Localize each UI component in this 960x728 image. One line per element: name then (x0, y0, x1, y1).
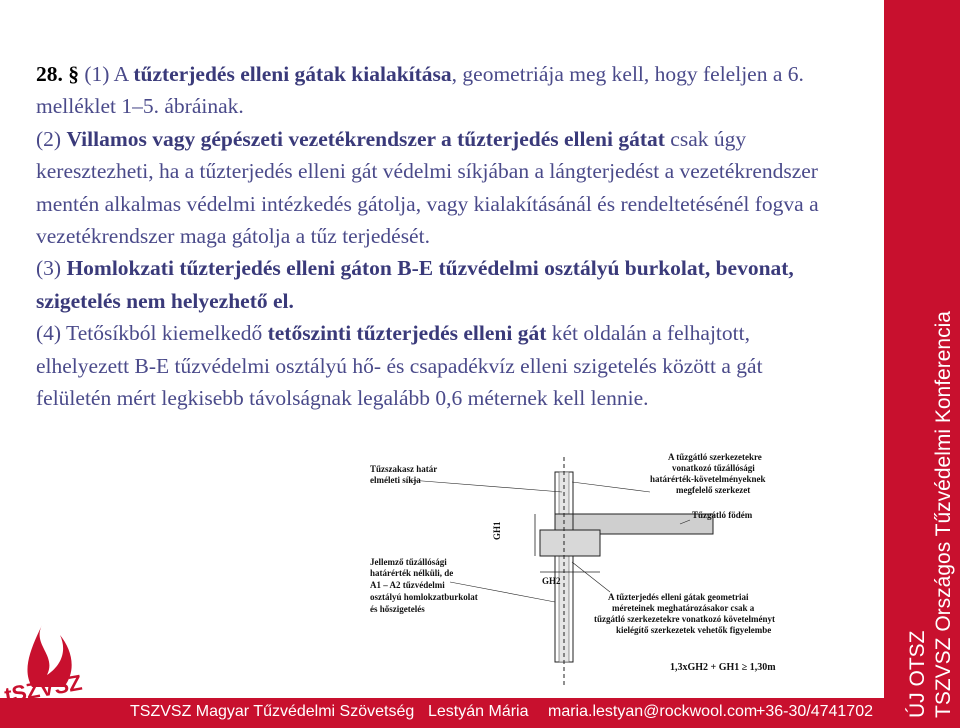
label-fire-req-4: megfelelő szerkezet (676, 485, 751, 495)
footer-org: TSZVSZ Magyar Tűzvédelmi Szövetség (130, 703, 415, 720)
conference-band (884, 0, 960, 728)
label-gh2: GH2 (542, 576, 561, 586)
side-line-2: TSZVSZ Országos Tűzvédelmi Konferencia (932, 311, 955, 718)
label-facade-5: és hőszigetelés (370, 604, 425, 614)
label-geometry-2: méreteinek meghatározásakor csak a (612, 603, 755, 613)
formula: 1,3xGH2 + GH1 ≥ 1,30m (670, 662, 776, 673)
footer-email: maria.lestyan@rockwool.com (548, 703, 758, 720)
p4-text-c: két oldalán a felhajtott, elhelyezett B-E tűzvédelmi osztályú hő- és csapadékvíz elleni szigetelés között a gát felületén mért legkisebb távolságnak legalább 0,6 méternek kell lennie. (36, 321, 763, 411)
p1-text-c: , geometriája meg kell, hogy feleljen a 6. melléklet 1–5. ábráinak. (36, 62, 804, 119)
p3-text-a: (3) (36, 256, 67, 281)
regulation-text (36, 58, 836, 414)
footer-phone: +36-30/4741702 (756, 703, 873, 720)
conference-vertical-text (884, 0, 960, 728)
label-fire-req-3: határérték-követelményeknek (650, 474, 766, 484)
label-compartment-2: elméleti síkja (370, 475, 421, 485)
fire-barrier-diagram (350, 452, 780, 692)
cantilever (540, 530, 600, 556)
label-fire-req-1: A tűzgátló szerkezetekre (668, 452, 762, 462)
paragraph-28-1 (36, 58, 836, 123)
label-fire-req-2: vonatkozó tűzállósági (672, 463, 755, 473)
section-symbol: § (68, 62, 79, 86)
label-facade-1: Jellemző tűzállósági (370, 557, 447, 567)
p2-text-a: (2) (36, 126, 67, 151)
label-facade-3: A1 – A2 tűzvédelmi (370, 580, 445, 590)
label-fire-slab: Tűzgátló födém (692, 510, 753, 520)
footer-bar (0, 698, 884, 728)
p2-text-c: csak úgy keresztezheti, ha a tűzterjedés elleni gát védelmi síkjában a lángterjedést a vezetékrendszer mentén alkalmas védelmi intézkedés gátolja, vagy kialakításánál és rendeltetésénél fogva a vezetékrendszer maga gátolja a tűz terjedését. (36, 126, 819, 249)
paragraph-4 (36, 317, 836, 414)
logo-text: tSZVSZ (2, 669, 84, 708)
paragraph-3 (36, 252, 836, 317)
side-line-1: ÚJ OTSZ (906, 630, 929, 718)
footer-name: Lestyán Mária (428, 703, 529, 720)
label-facade-2: határérték nélküli, de (370, 568, 454, 578)
label-gh1: GH1 (492, 521, 502, 540)
p3-bold: Homlokzati tűzterjedés elleni gáton B-E tűzvédelmi osztályú burkolat, bevonat, szigetelés nem helyezhető el. (36, 256, 794, 313)
section-number: 28. (36, 62, 63, 86)
tszvsz-logo (2, 615, 100, 725)
p4-bold: tetőszinti tűzterjedés elleni gát (267, 321, 547, 346)
label-geometry-4: kielégítő szerkezetek vehetők figyelembe (616, 625, 772, 635)
label-geometry-3: tűzgátló szerkezetekre vonatkozó követelményt (594, 614, 776, 624)
label-facade-4: osztályú homlokzatburkolat (370, 592, 478, 602)
p1-bold: tűzterjedés elleni gátak kialakítása (133, 62, 452, 86)
p4-text-a: (4) Tetősíkból kiemelkedő (36, 321, 268, 346)
p1-text-a: (1) A (84, 62, 134, 86)
label-geometry-1: A tűzterjedés elleni gátak geometriai (608, 592, 749, 602)
label-compartment-1: Tűzszakasz határ (370, 464, 438, 474)
p2-bold: Villamos vagy gépészeti vezetékrendszer a tűzterjedés elleni gátat (66, 126, 665, 151)
paragraph-2 (36, 123, 836, 253)
